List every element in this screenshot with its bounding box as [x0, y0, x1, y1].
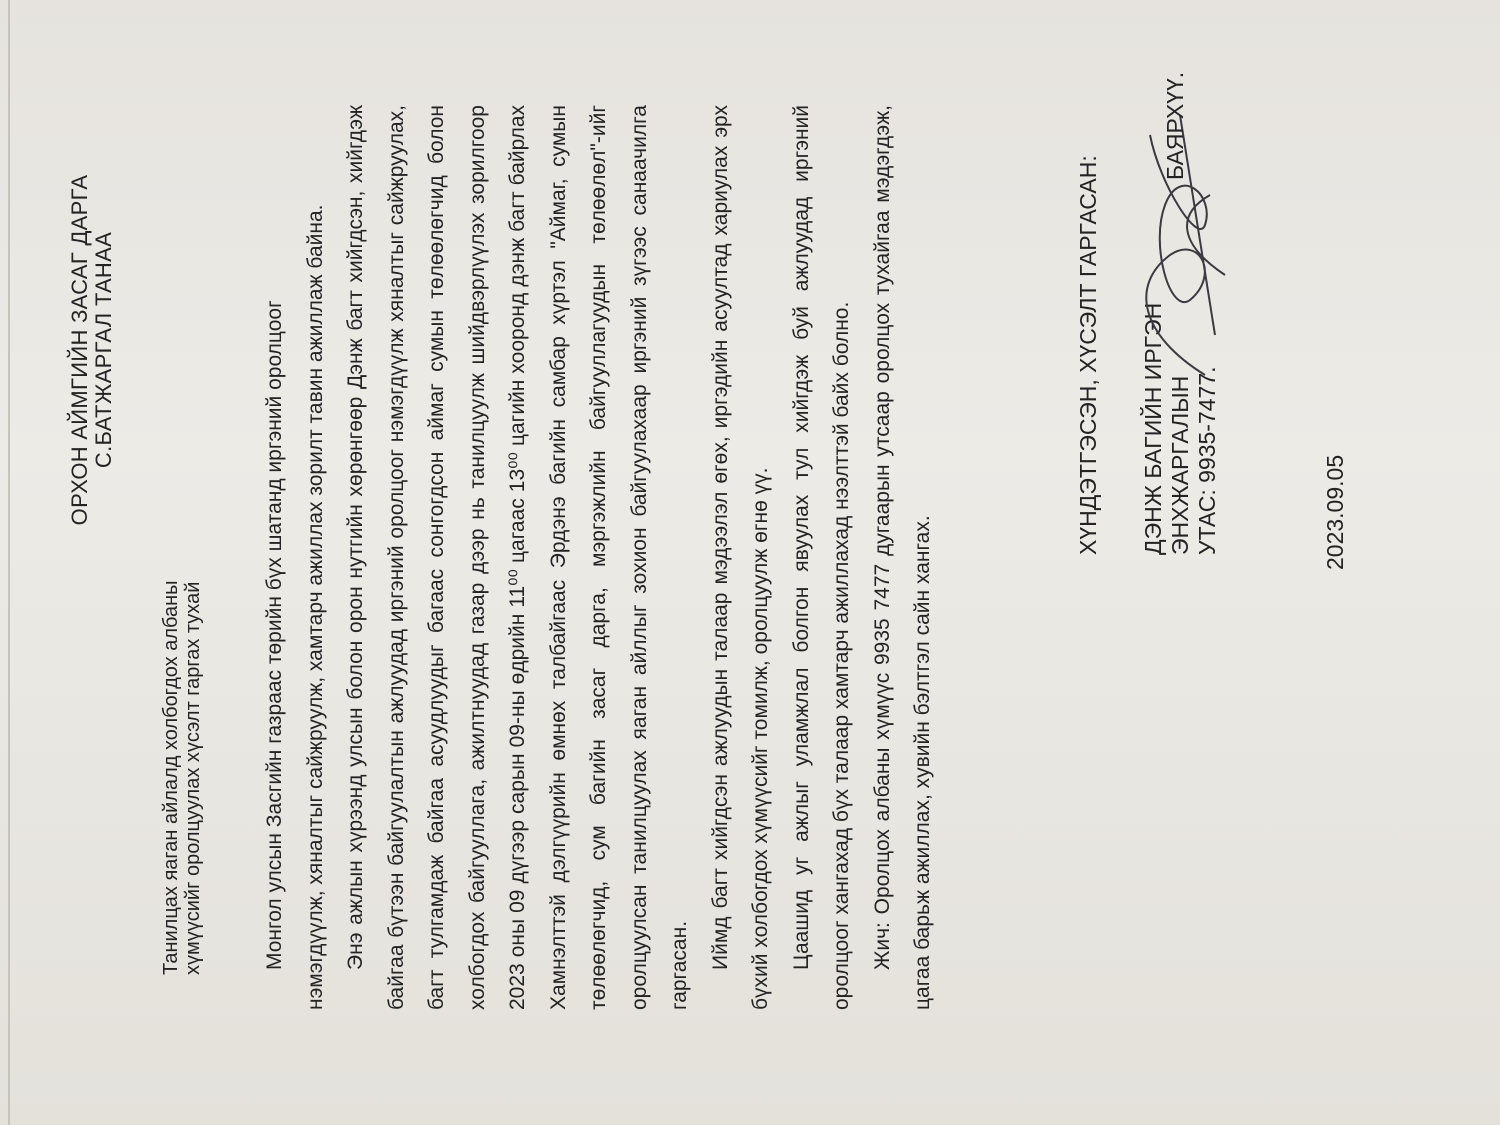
signer-line-1: ДЭНЖ БАГИЙН ИРГЭН [1140, 302, 1166, 555]
closing-line: ХҮНДЭТГЭСЭН, ХҮСЭЛТ ГАРГАСАН: [1075, 155, 1101, 555]
signer-phone: УТАС: 9935-7477. [1194, 366, 1220, 555]
paragraph-2: Энэ ажлын хүрээнд улсын болон орон нутгийн хөрөнгөөр Дэнж багт хийгдсэн, хийгдэж байгаа бүтээн байгуулалтын ажлуудад иргэний оролцоог нэмэгдүүлж хяналтыг сайжруулах, багт тулгамдаж байгаа асуудлуудыг багаас сонгогдсон аймаг сумын төлөөлөгчид болон холбогдох байгууллага, ажилтнуудад газар дээр нь танилцуулж шийдвэрлүүлэх зорилгоор 2023 оны 09 дүгээр сарын 09-ны өдрийн 11⁰⁰ цагаас 13⁰⁰ цагийн хооронд дэнж багт байрлах Хамнэлттэй дэлгүүрийн өмнөх талбайгаас Эрдэнэ багийн самбар хүртэл "Аймаг, сумын төлөөлөгчид, сум багийн засаг дарга, мэргэжлийн байгууллагуудын төлөөлөл"-ийг оролцуулсан танилцуулах яаган айллыг зохион байгуулахаар иргэний зүгээс санаачилга гаргасан. [344, 105, 691, 1010]
paragraph-5-note: Жич: Оролцох албаны хүмүүс 9935 7477 дугаарын утсаар оролцох тухайгаа мэдэгдэж, цагаа барьж ажиллах, хувийн бэлтгэл сайн хангах. [870, 105, 934, 1010]
paragraph-1-lead: Монгол улсын Засгийн газраас төрийн бүх шатанд иргэний оролцоог [263, 300, 286, 970]
addressee-block [68, 90, 116, 610]
letter-body [255, 105, 944, 1010]
subject-line-2: хүмүүсийг оролцуулах хүсэлт гаргах тухай [182, 581, 204, 975]
document-date: 2023.09.05 [1322, 454, 1348, 570]
addressee-line-1: ОРХОН АЙМГИЙН ЗАСАГ ДАРГА [67, 174, 92, 526]
signer-line-2: ЭНХЖАРГАЛЫН [1167, 375, 1193, 555]
signer-name: БАЯРХҮҮ. [1162, 71, 1188, 180]
paragraph-3: Иймд багт хийгдсэн ажлуудын талаар мэдээлэл өгөх, иргэдийн асуултад хариулах эрх бүхий холбогдох хүмүүсийг томилж, оролцуулж өгнө үү. [708, 105, 772, 1010]
addressee-line-2: С.БАТЖАРГАЛ ТАНАА [91, 231, 116, 469]
paragraph-1-rest: нэмэгдүүлж, хяналтыг сайжруулж, хамтарч ажиллах зорилт тавин ажиллаж байна. [303, 204, 327, 1010]
paragraph-4: Цаашид уг ажлыг уламжлал болгон явуулах тул хийгдэж буй ажлуудад иргэний оролцоог хангахад бүх талаар хамтарч ажиллахад нээлттэй байх болно. [789, 105, 853, 1010]
subject-block [160, 275, 204, 975]
subject-line-1: Танилцах яаган айлалд холбогдох албаны [160, 580, 182, 975]
